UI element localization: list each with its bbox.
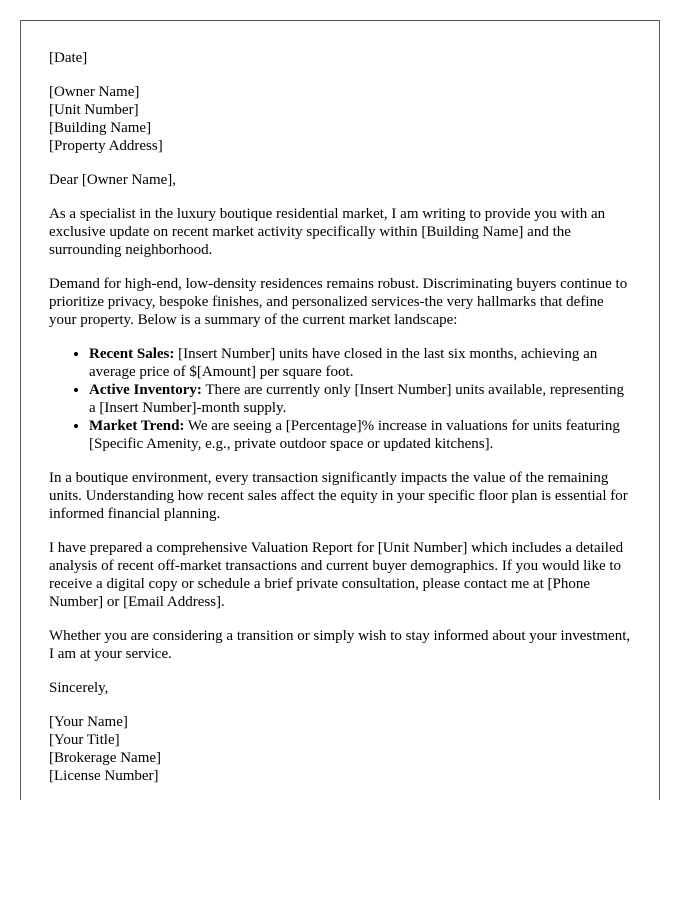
signoff: Sincerely, — [49, 680, 109, 696]
paragraph-report: I have prepared a comprehensive Valuation Report for [Unit Number] which includes a detailed analysis of recent off-market transactions and current buyer demographics. If you would like to receive a digital copy or schedule a brief private consultation, please contact me at [Phone Number] or [Email Address]. — [49, 540, 624, 610]
market-summary-list — [49, 345, 631, 453]
letter-date: [Date] — [49, 50, 88, 66]
recipient-owner-name: [Owner Name] — [49, 84, 140, 100]
recipient-unit-number: [Unit Number] — [49, 102, 139, 118]
signature-title: [Your Title] — [49, 732, 120, 748]
recipient-property-address: [Property Address] — [49, 138, 163, 154]
paragraph-boutique: In a boutique environment, every transaction significantly impacts the value of the remaining units. Understanding how recent sales affect the equity in your specific floor plan is essential for informed financial planning. — [49, 470, 628, 522]
paragraph-closing: Whether you are considering a transition or simply wish to stay informed about your investment, I am at your service. — [49, 628, 631, 662]
bullet-text: [Insert Number] units have closed in the last six months, achieving an average price of $[Amount] per square foot. — [89, 346, 598, 380]
list-item — [89, 345, 631, 381]
signature-name: [Your Name] — [49, 714, 128, 730]
bullet-text: There are currently only [Insert Number] units available, representing a [Insert Number]-month supply. — [89, 382, 624, 416]
recipient-building-name: [Building Name] — [49, 120, 152, 136]
bullet-label: Recent Sales: — [89, 346, 175, 362]
paragraph-demand: Demand for high-end, low-density residences remains robust. Discriminating buyers continue to prioritize privacy, bespoke finishes, and personalized services-the very hallmarks that define your property. Below is a summary of the current market landscape: — [49, 276, 628, 328]
signature-block — [49, 713, 631, 785]
signature-license: [License Number] — [49, 768, 159, 784]
bullet-text: We are seeing a [Percentage]% increase in valuations for units featuring [Specific Amenity, e.g., private outdoor space or updated kitchens]. — [89, 418, 620, 452]
list-item — [89, 381, 631, 417]
bullet-label: Active Inventory: — [89, 382, 202, 398]
recipient-address — [49, 83, 631, 155]
list-item — [89, 417, 631, 453]
signature-brokerage: [Brokerage Name] — [49, 750, 162, 766]
paragraph-intro: As a specialist in the luxury boutique residential market, I am writing to provide you with an exclusive update on recent market activity specifically within [Building Name] and the surrounding neighborhood. — [49, 206, 606, 258]
letter-page — [20, 20, 660, 800]
salutation: Dear [Owner Name], — [49, 172, 177, 188]
bullet-label: Market Trend: — [89, 418, 185, 434]
